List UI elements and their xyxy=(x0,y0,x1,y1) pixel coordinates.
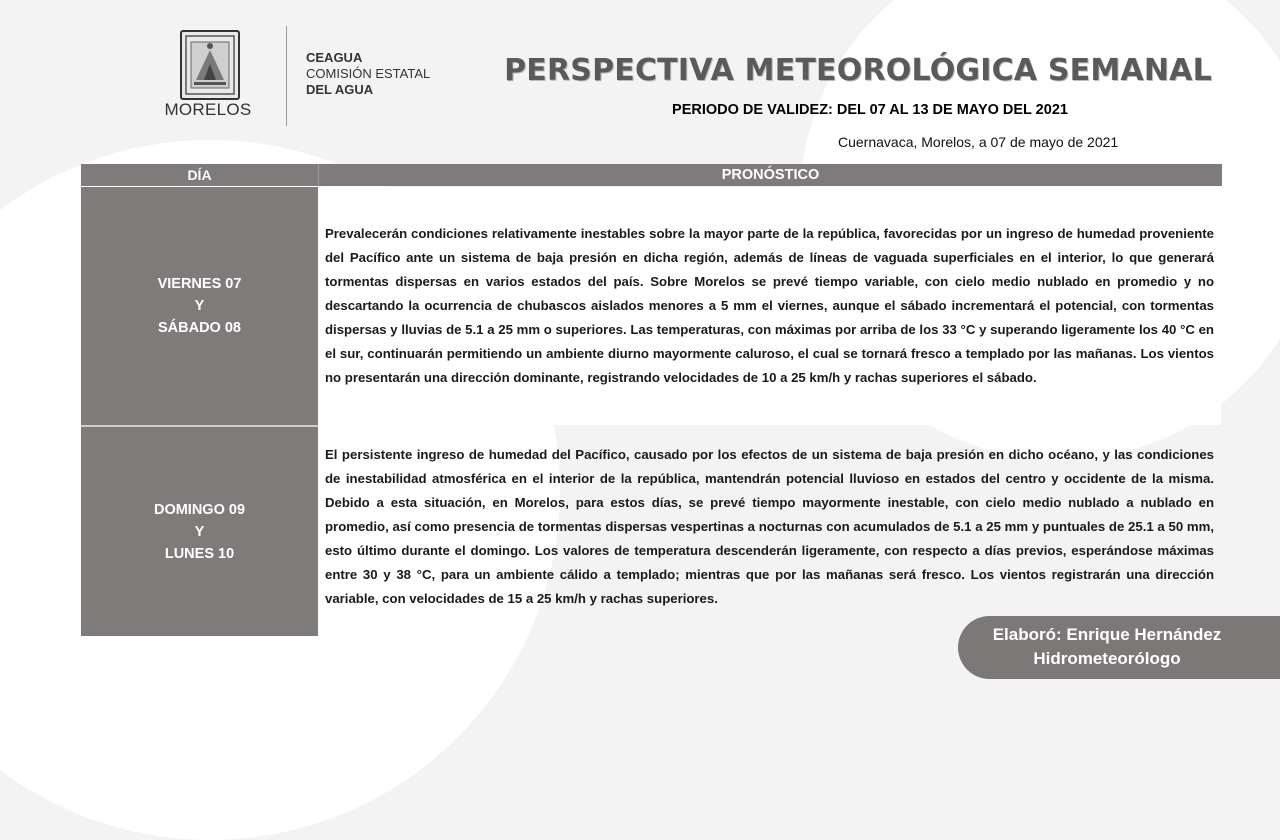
author-name: Elaboró: Enrique Hernández xyxy=(992,625,1222,644)
day-label-line: Y xyxy=(194,298,205,314)
forecast-cell-2 xyxy=(318,427,1221,627)
forecast-cell-1 xyxy=(318,187,1221,425)
day-cell-2 xyxy=(81,427,318,636)
author-signature-box xyxy=(958,616,1280,679)
forecast-text: Prevalecerán condiciones relativamente inestables sobre la mayor parte de la república, favorecidas por un ingreso de humedad proveniente del Pacífico ante un sistema de baja presión en dicha región, además de líneas de vaguada superficiales en el interior, lo que generará tormentas dispersas en varios estados del país. Sobre Morelos se prevé tiempo variable, con cielo medio nublado en promedio y no descartando la ocurrencia de chubascos aislados menores a 5 mm el viernes, aunque el sábado incrementará el potencial, con tormentas dispersas y lluvias de 5.1 a 25 mm o superiores. Las temperaturas, con máximas por arriba de los 33 °C y superando ligeramente los 40 °C en el sur, continuarán permitiendo un ambiente diurno mayormente caluroso, el cual se tornará fresco a templado por las mañanas. Los vientos no presentarán una dirección dominante, registrando velocidades de 10 a 25 km/h y rachas superiores el sábado. xyxy=(325,226,1214,385)
column-header-forecast: PRONÓSTICO xyxy=(318,164,1222,186)
page-title: PERSPECTIVA METEOROLÓGICA SEMANAL xyxy=(504,53,1212,88)
day-label-line: SÁBADO 08 xyxy=(158,320,241,336)
agency-line-2: COMISIÓN ESTATAL xyxy=(306,66,431,81)
forecast-text: El persistente ingreso de humedad del Pacífico, causado por los efectos de un sistema de baja presión en dicho océano, y las condiciones de inestabilidad atmosférica en el interior de la república, mantendrán potencial lluvioso en estados del centro y occidente de la misma. Debido a esta situación, en Morelos, para estos días, se prevé tiempo mayormente inestable, con cielo medio nublado a nublado en promedio, así como presencia de tormentas dispersas vespertinas a nocturnas con acumulados de 5.1 a 25 mm y puntuales de 25.1 a 50 mm, esto último durante el domingo. Los valores de temperatura descenderán ligeramente, con respecto a días previos, esperándose máximas entre 30 y 38 °C, para un ambiente cálido a templado; mientras que por las mañanas será fresco. Los vientos registrarán una dirección variable, con velocidades de 15 a 25 km/h y rachas superiores. xyxy=(325,447,1214,606)
agency-logo-text xyxy=(306,50,430,98)
state-name-label: MORELOS xyxy=(164,100,252,119)
author-role: Hidrometeorólogo xyxy=(1033,649,1181,668)
day-label-line: LUNES 10 xyxy=(164,545,235,562)
day-label-line: DOMINGO 09 xyxy=(153,501,246,518)
agency-line-1: CEAGUA xyxy=(306,50,363,65)
morelos-seal-logo xyxy=(180,30,240,100)
column-header-day: DÍA xyxy=(81,164,318,186)
day-label-line: Y xyxy=(194,523,205,540)
place-and-date: Cuernavaca, Morelos, a 07 de mayo de 2021 xyxy=(838,134,1119,150)
logo-divider xyxy=(286,26,287,126)
day-cell-1 xyxy=(81,187,318,425)
agency-line-3: DEL AGUA xyxy=(306,82,374,97)
day-label-line: VIERNES 07 xyxy=(157,276,242,292)
validity-period: PERIODO DE VALIDEZ: DEL 07 AL 13 DE MAYO DEL 2021 xyxy=(672,102,1068,118)
